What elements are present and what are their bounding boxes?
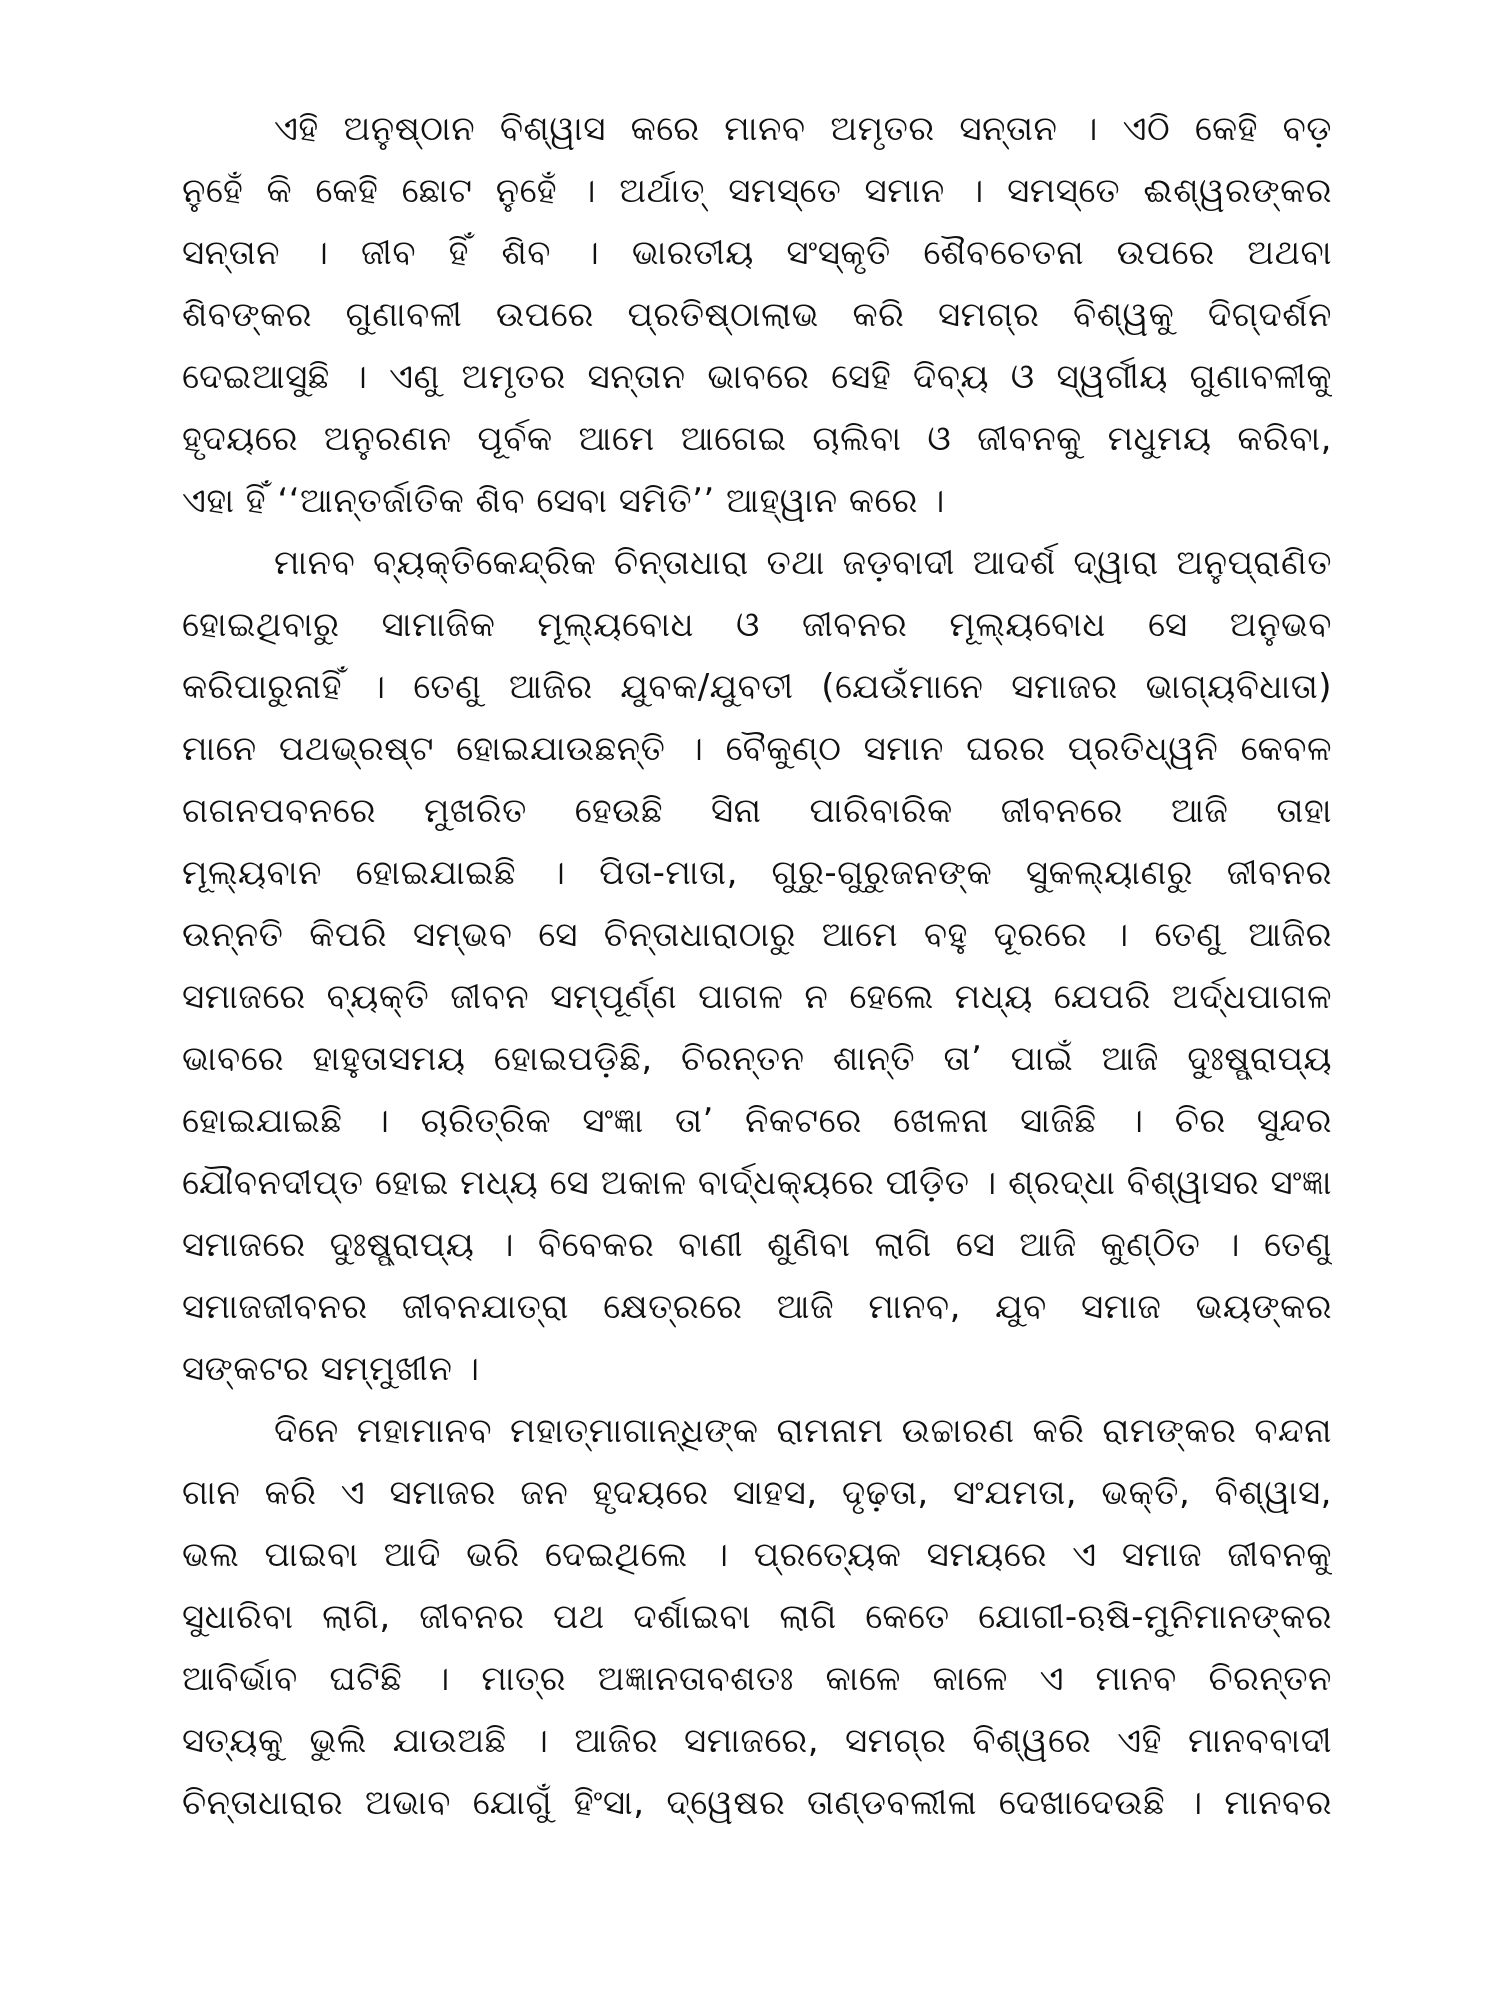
paragraph-1-line-6: ହୃଦୟରେ ଅନୁରଣନ ପୂର୍ବକ ଆମେ ଆଗେଇ ଚାଲିବା ଓ ଜୀବନକୁ ମଧୁମୟ କରିବା, (182, 419, 1332, 459)
paragraph-3-line-2: ଗାନ କରି ଏ ସମାଜର ଜନ ହୃଦୟରେ ସାହସ, ଦୃଢ଼ତା, ସଂଯମତା, ଭକ୍ତି, ବିଶ୍ୱାସ, (182, 1473, 1332, 1513)
paragraph-3-line-7: ଚିନ୍ତାଧାରାର ଅଭାବ ଯୋଗୁଁ ହିଂସା, ଦ୍ୱେଷର ତାଣ୍ଡବଲୀଳା ଦେଖାଦେଉଛି । ମାନବର (182, 1783, 1332, 1823)
paragraph-2-line-4: ମାନେ ପଥଭ୍ରଷ୍ଟ ହୋଇଯାଉଛନ୍ତି । ବୈକୁଣ୍ଠ ସମାନ ଘରର ପ୍ରତିଧ୍ୱନି କେବଳ (182, 729, 1332, 769)
page-body-text (182, 98, 1332, 1834)
paragraph-2-line-1: ମାନବ ବ୍ୟକ୍ତିକେନ୍ଦ୍ରିକ ଚିନ୍ତାଧାରା ତଥା ଜଡ଼ବାଦୀ ଆଦର୍ଶ ଦ୍ୱାରା ଅନୁପ୍ରାଣିତ (274, 543, 1332, 583)
paragraph-2-line-13: ସମାଜଜୀବନର ଜୀବନଯାତ୍ରା କ୍ଷେତ୍ରରେ ଆଜି ମାନବ, ଯୁବ ସମାଜ ଭୟଙ୍କର (182, 1287, 1332, 1327)
paragraph-3-line-5: ଆବିର୍ଭାବ ଘଟିଛି । ମାତ୍ର ଅଜ୍ଞାନତାବଶତଃ କାଳେ କାଳେ ଏ ମାନବ ଚିରନ୍ତନ (182, 1659, 1332, 1699)
paragraph-1-line-4: ଶିବଙ୍କର ଗୁଣାବଳୀ ଉପରେ ପ୍ରତିଷ୍ଠାଲାଭ କରି ସମଗ୍ର ବିଶ୍ୱକୁ ଦିଗ୍‌ଦର୍ଶନ (182, 295, 1332, 335)
paragraph-2-line-10: ହୋଇଯାଇଛି । ଚାରିତ୍ରିକ ସଂଜ୍ଞା ତା’ ନିକଟରେ ଖେଳନା ସାଜିଛି । ଚିର ସୁନ୍ଦର (182, 1101, 1332, 1141)
paragraph-2-line-7: ଉନ୍ନତି କିପରି ସମ୍ଭବ ସେ ଚିନ୍ତାଧାରାଠାରୁ ଆମେ ବହୁ ଦୂରରେ । ତେଣୁ ଆଜିର (182, 915, 1332, 955)
paragraph-1-line-1: ଏହି ଅନୁଷ୍ଠାନ ବିଶ୍ୱାସ କରେ ମାନବ ଅମୃତର ସନ୍ତାନ । ଏଠି କେହି ବଡ଼ (274, 109, 1332, 149)
paragraph-3-line-3: ଭଲ ପାଇବା ଆଦି ଭରି ଦେଇଥିଲେ । ପ୍ରତ୍ୟେକ ସମୟରେ ଏ ସମାଜ ଜୀବନକୁ (182, 1535, 1332, 1575)
paragraph-1-line-7: ଏହା ହିଁ ‘‘ଆନ୍ତର୍ଜାତିକ ଶିବ ସେବା ସମିତି’’ ଆହ୍ୱାନ କରେ । (182, 481, 945, 521)
paragraph-2-line-11: ଯୌବନଦୀପ୍ତ ହୋଇ ମଧ୍ୟ ସେ ଅକାଳ ବାର୍ଦ୍ଧକ୍ୟରେ ପୀଡ଼ିତ । ଶ୍ରଦ୍ଧା ବିଶ୍ୱାସର ସଂଜ୍ଞା (182, 1163, 1332, 1203)
paragraph-3-line-6: ସତ୍ୟକୁ ଭୁଲି ଯାଉଅଛି । ଆଜିର ସମାଜରେ, ସମଗ୍ର ବିଶ୍ୱରେ ଏହି ମାନବବାଦୀ (182, 1721, 1332, 1761)
paragraph-2-line-8: ସମାଜରେ ବ୍ୟକ୍ତି ଜୀବନ ସମ୍ପୂର୍ଣ୍ଣ ପାଗଳ ନ ହେଲେ ମଧ୍ୟ ଯେପରି ଅର୍ଦ୍ଧପାଗଳ (182, 977, 1332, 1017)
paragraph-2-line-12: ସମାଜରେ ଦୁଃଷ୍ପ୍ରାପ୍ୟ । ବିବେକର ବାଣୀ ଶୁଣିବା ଲାଗି ସେ ଆଜି କୁଣ୍ଠିତ । ତେଣୁ (182, 1225, 1332, 1265)
paragraph-2-line-3: କରିପାରୁନାହିଁ । ତେଣୁ ଆଜିର ଯୁବକ/ଯୁବତୀ (ଯେଉଁମାନେ ସମାଜର ଭାଗ୍ୟବିଧାତା) (182, 667, 1332, 707)
paragraph-3-line-1: ଦିନେ ମହାମାନବ ମହାତ୍ମାଗାନ୍ଧିଙ୍କ ରାମନାମ ଉଚ୍ଚାରଣ କରି ରାମଙ୍କର ବନ୍ଦନା (274, 1411, 1332, 1451)
paragraph-1-line-2: ନୁହେଁ କି କେହି ଛୋଟ ନୁହେଁ । ଅର୍ଥାତ୍ ସମସ୍ତେ ସମାନ । ସମସ୍ତେ ଈଶ୍ୱରଙ୍କର (182, 171, 1332, 211)
paragraph-2-line-14: ସଙ୍କଟର ସମ୍ମୁଖୀନ । (182, 1349, 480, 1389)
paragraph-2-line-9: ଭାବରେ ହାହୁତାସମୟ ହୋଇପଡ଼ିଛି, ଚିରନ୍ତନ ଶାନ୍ତି ତା’ ପାଇଁ ଆଜି ଦୁଃଷ୍ପ୍ରାପ୍ୟ (182, 1039, 1332, 1079)
paragraph-3-line-4: ସୁଧାରିବା ଲାଗି, ଜୀବନର ପଥ ଦର୍ଶାଇବା ଲାଗି କେତେ ଯୋଗୀ-ଋଷି-ମୁନିମାନଙ୍କର (182, 1597, 1332, 1637)
paragraph-2-line-5: ଗଗନପବନରେ ମୁଖରିତ ହେଉଛି ସିନା ପାରିବାରିକ ଜୀବନରେ ଆଜି ତାହା (182, 791, 1332, 831)
paragraph-1-line-5: ଦେଇଆସୁଛି । ଏଣୁ ଅମୃତର ସନ୍ତାନ ଭାବରେ ସେହି ଦିବ୍ୟ ଓ ସ୍ୱର୍ଗୀୟ ଗୁଣାବଳୀକୁ (182, 357, 1332, 397)
paragraph-2-line-2: ହୋଇଥିବାରୁ ସାମାଜିକ ମୂଲ୍ୟବୋଧ ଓ ଜୀବନର ମୂଲ୍ୟବୋଧ ସେ ଅନୁଭବ (182, 605, 1332, 645)
paragraph-1-line-3: ସନ୍ତାନ । ଜୀବ ହିଁ ଶିବ । ଭାରତୀୟ ସଂସ୍କୃତି ଶୈବଚେତନା ଉପରେ ଅଥବା (182, 233, 1332, 273)
paragraph-2-line-6: ମୂଲ୍ୟବାନ ହୋଇଯାଇଛି । ପିତା-ମାତା, ଗୁରୁ-ଗୁରୁଜନଙ୍କ ସୁକଲ୍ୟାଣରୁ ଜୀବନର (182, 853, 1332, 893)
